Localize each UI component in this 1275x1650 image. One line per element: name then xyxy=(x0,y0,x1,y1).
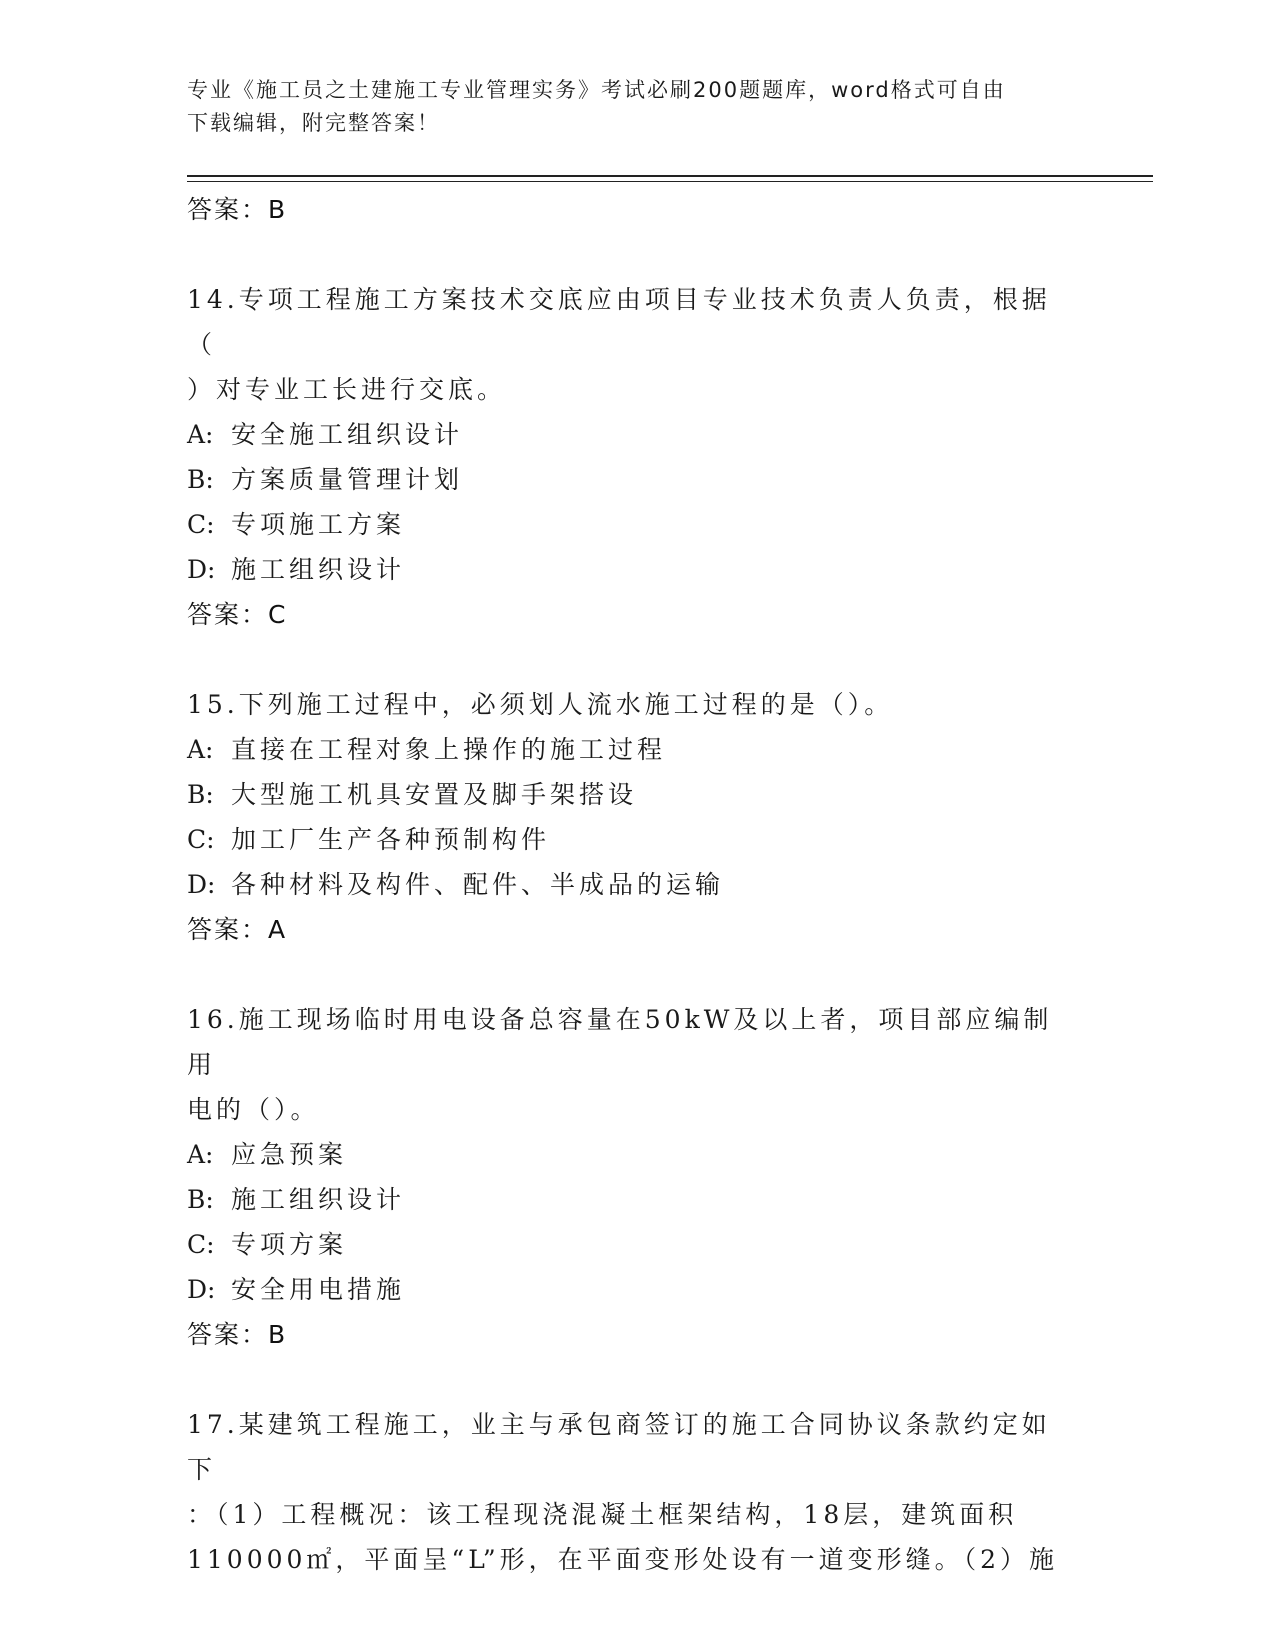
option-letter: D: xyxy=(187,555,216,584)
option-a xyxy=(187,412,1077,457)
question-stem-line: 15.下列施工过程中，必须划人流水施工过程的是（）。 xyxy=(187,690,894,719)
spacer xyxy=(187,952,1077,997)
option-b xyxy=(187,457,1077,502)
header-line-2: 下载编辑，附完整答案！ xyxy=(187,111,440,135)
option-letter: B: xyxy=(187,1185,214,1214)
option-text: 大型施工机具安置及脚手架搭设 xyxy=(231,780,638,809)
option-letter: B: xyxy=(187,780,214,809)
header-divider-thin xyxy=(187,181,1153,182)
option-a xyxy=(187,1132,1077,1177)
option-text: 专项方案 xyxy=(231,1230,348,1259)
question-16 xyxy=(187,997,1077,1357)
option-text: 安全用电措施 xyxy=(231,1275,406,1304)
question-stem-line: 110000㎡，平面呈“L”形，在平面变形处设有一道变形缝。（2）施 xyxy=(187,1545,1059,1574)
question-stem-line: 16.施工现场临时用电设备总容量在50kW及以上者，项目部应编制用 xyxy=(187,1005,1053,1079)
option-text: 应急预案 xyxy=(231,1140,348,1169)
option-letter: A: xyxy=(187,735,214,764)
document-header xyxy=(187,74,1067,140)
question-stem-line: 17.某建筑工程施工，业主与承包商签订的施工合同协议条款约定如下 xyxy=(187,1410,1051,1484)
option-b xyxy=(187,772,1077,817)
option-c xyxy=(187,817,1077,862)
option-text: 施工组织设计 xyxy=(231,1185,406,1214)
question-stem-line: 电的（）。 xyxy=(187,1095,320,1124)
spacer xyxy=(187,232,1077,277)
option-letter: C: xyxy=(187,825,215,854)
header-divider-thick xyxy=(187,175,1153,177)
header-line-1: 专业《施工员之土建施工专业管理实务》考试必刷200题题库，word格式可自由 xyxy=(187,78,1006,102)
option-letter: D: xyxy=(187,1275,216,1304)
option-text: 加工厂生产各种预制构件 xyxy=(231,825,551,854)
option-d xyxy=(187,1267,1077,1312)
option-c xyxy=(187,1222,1077,1267)
spacer xyxy=(187,637,1077,682)
question-14 xyxy=(187,277,1077,637)
option-text: 专项施工方案 xyxy=(231,510,406,539)
answer-line: 答案：C xyxy=(187,600,288,629)
question-17 xyxy=(187,1402,1077,1582)
document-body xyxy=(187,187,1077,1582)
previous-question-answer: 答案：B xyxy=(187,195,288,224)
option-letter: A: xyxy=(187,1140,214,1169)
option-c xyxy=(187,502,1077,547)
option-d xyxy=(187,862,1077,907)
answer-line: 答案：B xyxy=(187,1320,288,1349)
answer-line: 答案：A xyxy=(187,915,288,944)
option-letter: B: xyxy=(187,465,214,494)
option-b xyxy=(187,1177,1077,1222)
spacer xyxy=(187,1357,1077,1402)
option-letter: A: xyxy=(187,420,214,449)
option-d xyxy=(187,547,1077,592)
question-stem-line: ）对专业工长进行交底。 xyxy=(187,375,507,404)
option-letter: D: xyxy=(187,870,216,899)
option-text: 方案质量管理计划 xyxy=(231,465,464,494)
option-text: 各种材料及构件、配件、半成品的运输 xyxy=(231,870,725,899)
option-letter: C: xyxy=(187,510,215,539)
option-text: 安全施工组织设计 xyxy=(231,420,464,449)
question-stem-line: ：（1）工程概况：该工程现浇混凝土框架结构，18层，建筑面积 xyxy=(187,1500,1018,1529)
question-stem-line: 14.专项工程施工方案技术交底应由项目专业技术负责人负责，根据（ xyxy=(187,285,1051,359)
option-text: 直接在工程对象上操作的施工过程 xyxy=(231,735,667,764)
option-letter: C: xyxy=(187,1230,215,1259)
option-text: 施工组织设计 xyxy=(231,555,406,584)
option-a xyxy=(187,727,1077,772)
question-15 xyxy=(187,682,1077,952)
